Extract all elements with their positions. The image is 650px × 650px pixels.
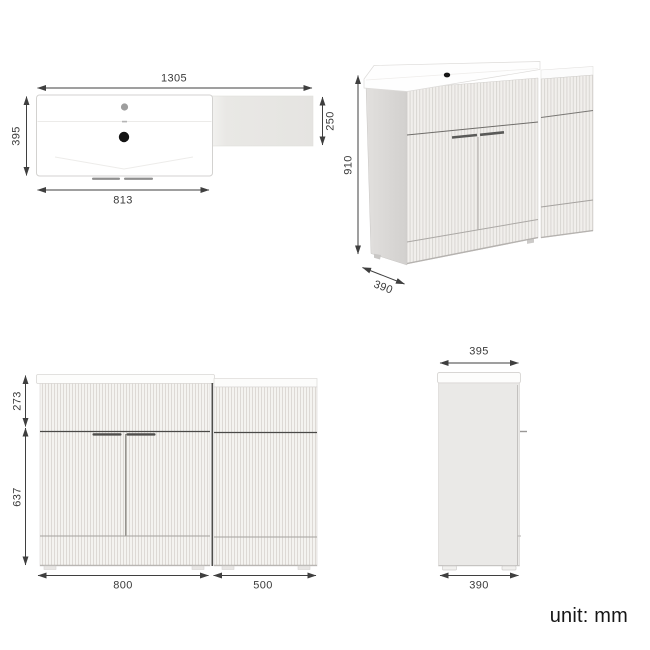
dim-label-overall-width: 1305 xyxy=(160,72,188,85)
dim-label-wc-width: 500 xyxy=(253,579,273,592)
wc-unit xyxy=(541,67,593,239)
dim-label-side-base-depth: 390 xyxy=(469,579,489,592)
drain-hole xyxy=(119,132,129,142)
dim-label-basin-width: 813 xyxy=(113,194,133,207)
faucet-hole xyxy=(121,103,128,110)
handle-right xyxy=(124,178,153,180)
cabinet-side xyxy=(439,383,528,570)
door-handle-right xyxy=(127,433,156,435)
dim-label-depth: 390 xyxy=(371,278,395,297)
door-handle-left xyxy=(93,433,122,435)
foot xyxy=(192,566,204,570)
dim-label-cabinet-height: 637 xyxy=(11,487,24,507)
foot xyxy=(44,566,56,570)
worktop-panel xyxy=(212,96,313,146)
cabinet-side-panel xyxy=(366,85,407,266)
dim-label-side-top-depth: 395 xyxy=(469,345,489,358)
dim-label-worktop-depth: 250 xyxy=(324,111,337,131)
wc-top-strip xyxy=(214,379,317,388)
foot xyxy=(298,566,310,570)
front-view-diagram xyxy=(11,364,330,592)
dim-label-basin-depth: 395 xyxy=(10,126,23,146)
unit-note: unit: mm xyxy=(549,605,628,627)
overflow-slot xyxy=(122,121,127,123)
side-view-diagram xyxy=(424,344,536,592)
faucet-hole xyxy=(444,73,450,78)
handle-left xyxy=(92,178,120,180)
dim-label-height: 910 xyxy=(342,155,355,175)
vanity-front-face xyxy=(407,78,538,264)
foot xyxy=(443,566,457,570)
top-view-diagram xyxy=(18,68,342,214)
foot xyxy=(502,566,516,570)
perspective-view-diagram xyxy=(344,50,606,300)
worktop-side xyxy=(438,373,521,384)
wc-front xyxy=(212,379,317,570)
dim-label-worktop-section: 273 xyxy=(11,391,24,411)
basin-plan xyxy=(37,95,213,180)
vanity-front xyxy=(40,384,210,570)
worktop-front xyxy=(37,375,215,384)
foot xyxy=(222,566,234,570)
dim-label-vanity-width: 800 xyxy=(113,579,133,592)
